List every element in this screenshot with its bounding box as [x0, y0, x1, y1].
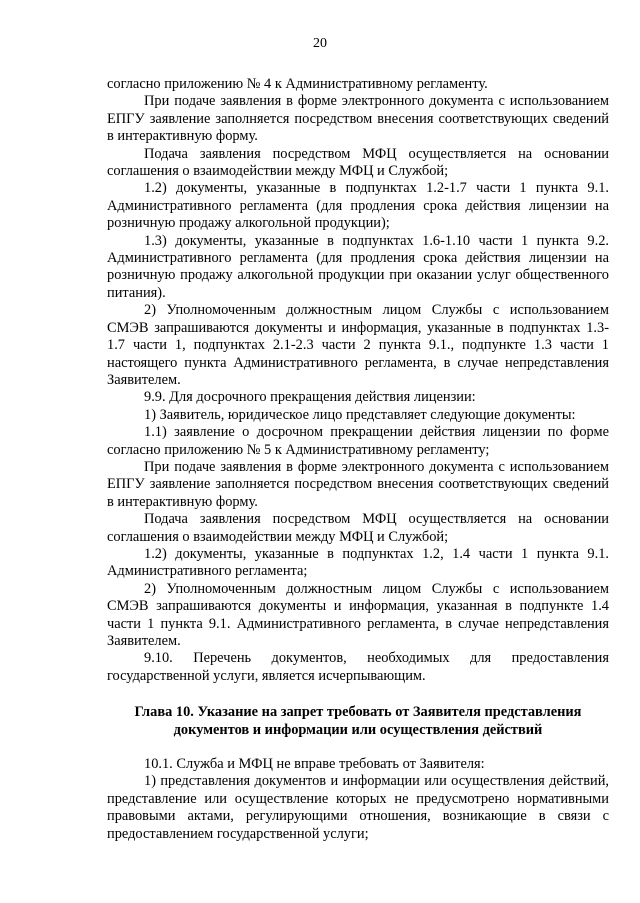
- paragraph: При подаче заявления в форме электронного документа с использованием ЕПГУ заявление заполняется посредством внесения соответствующих сведений в интерактивную форму.: [107, 93, 609, 145]
- paragraph: 2) Уполномоченным должностным лицом Службы с использованием СМЭВ запрашиваются документы и информация, указанные в подпунктах 1.3-1.7 части 1, подпунктах 2.1-2.3 части 2 пункта 9.1., подпункте 1.3 части 1 настоящего пункта Административного регламента, в случае непредставления Заявителем.: [107, 302, 609, 388]
- paragraph: При подаче заявления в форме электронного документа с использованием ЕПГУ заявление заполняется посредством внесения соответствующих сведений в интерактивную форму.: [107, 458, 609, 510]
- paragraph: 1.1) заявление о досрочном прекращении действия лицензии по форме согласно приложению № 5 к Административному регламенту;: [107, 424, 609, 458]
- paragraph: 2) Уполномоченным должностным лицом Службы с использованием СМЭВ запрашиваются документы и информация, указанная в подпункте 1.4 части 1 пункта 9.1. Административного регламента, в случае непредставления Заявителем.: [107, 580, 609, 649]
- paragraph: 9.10. Перечень документов, необходимых для предоставления государственной услуги, является исчерпывающим.: [107, 650, 609, 684]
- document-body: [107, 76, 609, 843]
- paragraph: 1.3) документы, указанные в подпунктах 1.6-1.10 части 1 пункта 9.2. Административного регламента (для продления срока действия лицензии на розничную продажу алкогольной продукции при оказании услуг общественного питания).: [107, 232, 609, 301]
- paragraph: Подача заявления посредством МФЦ осуществляется на основании соглашения о взаимодействии между МФЦ и Службой;: [107, 511, 609, 545]
- paragraph: Подача заявления посредством МФЦ осуществляется на основании соглашения о взаимодействии между МФЦ и Службой;: [107, 145, 609, 180]
- paragraph: 10.1. Служба и МФЦ не вправе требовать от Заявителя:: [144, 756, 485, 773]
- page-number: 20: [313, 36, 327, 51]
- chapter-heading: [107, 704, 609, 739]
- chapter-heading-line: Глава 10. Указание на запрет требовать от Заявителя представления: [134, 704, 582, 721]
- chapter-heading-line: документов и информации или осуществления действий: [173, 721, 543, 738]
- paragraph: 1) Заявитель, юридическое лицо представляет следующие документы:: [144, 406, 576, 423]
- paragraph: согласно приложению № 4 к Административному регламенту.: [107, 76, 488, 92]
- paragraph: 1) представления документов и информации или осуществления действий, представление или осуществление которых не предусмотрено нормативными правовыми актами, регулирующими отношения, возникающие в связи с предоставлением государственной услуги;: [107, 773, 609, 842]
- paragraph: 1.2) документы, указанные в подпунктах 1.2-1.7 части 1 пункта 9.1. Административного регламента (для продления срока действия лицензии на розничную продажу алкогольной продукции);: [107, 180, 609, 232]
- paragraph: 9.9. Для досрочного прекращения действия лицензии:: [144, 389, 476, 406]
- paragraph: 1.2) документы, указанные в подпунктах 1.2, 1.4 части 1 пункта 9.1. Административного регламента;: [107, 545, 609, 580]
